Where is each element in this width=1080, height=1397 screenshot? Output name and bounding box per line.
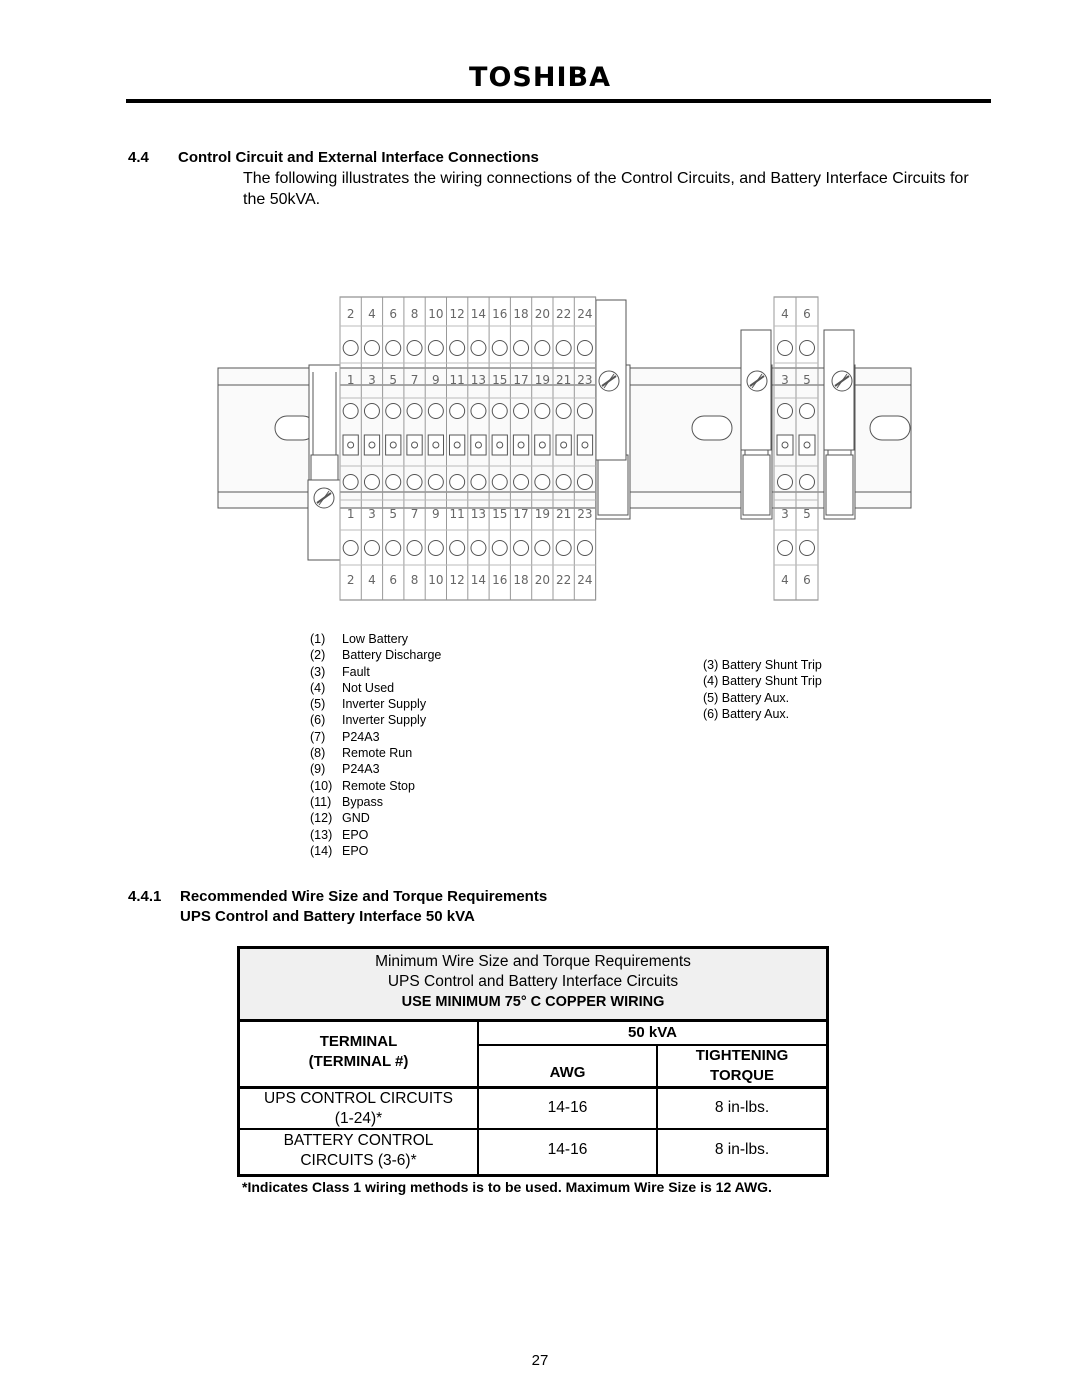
control-block-screw-terminal bbox=[386, 341, 401, 356]
legend-item-battery: (6) Battery Aux. bbox=[703, 706, 790, 721]
table-row-1-awg: 14-16 bbox=[547, 1099, 588, 1116]
control-block-screw-terminal bbox=[514, 404, 529, 419]
row-1-terminal-line1: UPS CONTROL CIRCUITS bbox=[264, 1090, 453, 1107]
table-row-1-torque: 8 in-lbs. bbox=[714, 1099, 770, 1116]
control-block-screw-terminal bbox=[407, 541, 422, 556]
legend-text: Battery Discharge bbox=[342, 648, 442, 663]
table-caption-line3: USE MINIMUM 75° C COPPER WIRING bbox=[401, 994, 665, 1010]
control-block-terminal-label: 24 bbox=[577, 307, 593, 321]
control-block-screw-terminal bbox=[343, 475, 358, 490]
legend-number: (3) bbox=[310, 664, 326, 679]
legend-item bbox=[310, 827, 441, 843]
legend-item bbox=[310, 843, 441, 859]
control-block-terminal-label: 15 bbox=[492, 373, 508, 387]
control-block-screw-terminal bbox=[492, 541, 507, 556]
control-block-terminal-label: 18 bbox=[513, 307, 529, 321]
control-block-terminal-label: 10 bbox=[428, 307, 444, 321]
control-block-terminal-label: 15 bbox=[492, 507, 508, 521]
wire-requirements-table bbox=[237, 946, 829, 1177]
control-block-screw-terminal bbox=[535, 541, 550, 556]
control-block-terminal-label: 3 bbox=[368, 507, 376, 521]
battery-block-screw-terminal bbox=[800, 475, 815, 490]
legend-item bbox=[310, 778, 441, 794]
legend-item bbox=[310, 761, 441, 777]
legend-number: (13) bbox=[310, 827, 333, 842]
battery-block-terminal-label: 5 bbox=[803, 507, 811, 521]
control-block-jumper-hole bbox=[497, 442, 503, 448]
control-block-screw-terminal bbox=[471, 341, 486, 356]
legend-number: (8) bbox=[310, 746, 326, 761]
control-block-screw-terminal bbox=[407, 475, 422, 490]
control-block-terminal-label: 1 bbox=[346, 373, 355, 387]
control-block-terminal-label: 23 bbox=[577, 507, 593, 521]
control-block-screw-terminal bbox=[535, 404, 550, 419]
control-block-terminal-label: 7 bbox=[410, 373, 419, 387]
control-block-screw-terminal bbox=[492, 341, 507, 356]
control-block-screw-terminal bbox=[535, 475, 550, 490]
page-number: 27 bbox=[531, 1352, 549, 1369]
control-block-screw-terminal bbox=[577, 341, 592, 356]
control-block-screw-terminal bbox=[450, 404, 465, 419]
control-block-jumper-hole bbox=[369, 442, 375, 448]
control-block-screw-terminal bbox=[577, 541, 592, 556]
subsection-number: 4.4.1 bbox=[128, 888, 162, 905]
legend-item-battery: (4) Battery Shunt Trip bbox=[703, 674, 822, 689]
control-block-screw-terminal bbox=[364, 475, 379, 490]
control-block-terminal-label: 17 bbox=[513, 373, 529, 387]
control-block-terminal-label: 21 bbox=[556, 507, 572, 521]
control-block-screw-terminal bbox=[450, 475, 465, 490]
end-bracket-clip bbox=[598, 455, 628, 515]
legend-item bbox=[310, 647, 441, 663]
legend-text: Inverter Supply bbox=[342, 697, 427, 712]
control-block-screw-terminal bbox=[428, 404, 443, 419]
end-bracket-clip bbox=[743, 455, 770, 515]
legend-number: (7) bbox=[310, 729, 326, 744]
control-block-terminal-label: 14 bbox=[470, 307, 487, 321]
control-block-screw-terminal bbox=[407, 404, 422, 419]
battery-block-terminal-label: 6 bbox=[803, 573, 811, 587]
control-block-screw-terminal bbox=[343, 541, 358, 556]
control-block-terminal-label: 18 bbox=[513, 573, 529, 587]
control-block-jumper-hole bbox=[518, 442, 524, 448]
control-block-jumper-hole bbox=[390, 442, 396, 448]
battery-block-screw-terminal bbox=[800, 404, 815, 419]
control-block-screw-terminal bbox=[450, 541, 465, 556]
legend-item bbox=[310, 745, 441, 761]
control-block-terminal-label: 2 bbox=[346, 573, 355, 587]
control-block-screw-terminal bbox=[428, 541, 443, 556]
legend-number: (10) bbox=[310, 778, 333, 793]
control-block-terminal-label: 4 bbox=[368, 573, 376, 587]
control-block-screw-terminal bbox=[492, 475, 507, 490]
battery-block-jumper-hole bbox=[782, 442, 788, 448]
legend-text: Remote Run bbox=[342, 746, 413, 761]
legend-text: P24A3 bbox=[342, 729, 380, 744]
control-block-terminal-label: 11 bbox=[449, 507, 465, 521]
control-block-screw-terminal bbox=[364, 541, 379, 556]
brand-logo: TOSHIBA bbox=[469, 62, 611, 93]
legend-text: Not Used bbox=[342, 680, 395, 695]
legend-number: (11) bbox=[310, 794, 332, 809]
control-block-terminal-label: 24 bbox=[577, 573, 593, 587]
subsection-title-2: UPS Control and Battery Interface 50 kVA bbox=[180, 908, 475, 925]
row-2-terminal-line2: CIRCUITS (3-6)* bbox=[300, 1152, 417, 1169]
control-block-terminal-label: 16 bbox=[492, 573, 508, 587]
battery-block-terminal-label: 5 bbox=[803, 373, 811, 387]
end-bracket-clip bbox=[826, 455, 853, 515]
control-block-terminal-label: 16 bbox=[492, 307, 508, 321]
control-block-screw-terminal bbox=[577, 404, 592, 419]
legend-number: (1) bbox=[310, 632, 326, 646]
control-block-screw-terminal bbox=[556, 475, 571, 490]
control-block-terminal-label: 5 bbox=[389, 373, 398, 387]
table-row-1-terminal bbox=[240, 1089, 477, 1129]
control-block-screw-terminal bbox=[343, 341, 358, 356]
control-block-screw-terminal bbox=[492, 404, 507, 419]
battery-block-screw-terminal bbox=[778, 541, 793, 556]
control-block-terminal-label: 9 bbox=[432, 507, 440, 521]
control-block-terminal-label: 17 bbox=[513, 507, 529, 521]
control-block-terminal-label: 22 bbox=[556, 307, 572, 321]
terminal-block-diagram bbox=[0, 0, 1080, 620]
control-block-jumper-hole bbox=[539, 442, 545, 448]
control-block-screw-terminal bbox=[428, 341, 443, 356]
din-rail-slot bbox=[692, 416, 732, 440]
legend-number: (2) bbox=[310, 648, 326, 663]
header-terminal bbox=[240, 1032, 477, 1072]
header-50kva: 50 kVA bbox=[628, 1024, 677, 1041]
header-terminal-line1: TERMINAL bbox=[319, 1033, 398, 1050]
header-torque bbox=[658, 1046, 826, 1086]
row-1-terminal-line2: (1-24)* bbox=[334, 1110, 383, 1127]
control-block-terminal-label: 6 bbox=[389, 573, 398, 587]
control-block-terminal-label: 23 bbox=[577, 373, 593, 387]
control-block-screw-terminal bbox=[514, 541, 529, 556]
terminal-legend-battery bbox=[703, 657, 822, 722]
legend-text: GND bbox=[342, 811, 370, 826]
legend-item bbox=[310, 631, 441, 647]
legend-text: Inverter Supply bbox=[342, 713, 427, 728]
section-intro: The following illustrates the wiring connections of the Control Circuits, and Battery Interface Circuits for the 50kVA. bbox=[243, 170, 969, 208]
control-block-screw-terminal bbox=[577, 475, 592, 490]
legend-item bbox=[310, 680, 441, 696]
control-block-terminal-label: 8 bbox=[410, 573, 419, 587]
battery-block-screw-terminal bbox=[778, 341, 793, 356]
header-torque-line2: TORQUE bbox=[710, 1067, 774, 1084]
header-torque-line1: TIGHTENING bbox=[695, 1047, 789, 1064]
control-block-terminal-label: 12 bbox=[449, 307, 465, 321]
control-block-terminal-label: 13 bbox=[470, 373, 487, 387]
control-block-screw-terminal bbox=[514, 341, 529, 356]
legend-item bbox=[310, 664, 441, 680]
table-body bbox=[237, 1019, 829, 1177]
legend-text: Bypass bbox=[342, 794, 383, 809]
terminal-legend-control bbox=[310, 631, 441, 859]
legend-number: (14) bbox=[310, 843, 333, 858]
legend-number: (12) bbox=[310, 811, 333, 826]
control-block-jumper-hole bbox=[348, 442, 354, 448]
control-block-screw-terminal bbox=[514, 475, 529, 490]
control-block-terminal-label: 19 bbox=[534, 507, 550, 521]
legend-number: (6) bbox=[310, 713, 326, 728]
legend-number: (4) bbox=[310, 680, 326, 695]
legend-item bbox=[310, 712, 441, 728]
control-block-terminal-label: 4 bbox=[368, 307, 376, 321]
control-block-terminal-label: 9 bbox=[432, 373, 440, 387]
control-block-terminal-label: 22 bbox=[556, 573, 572, 587]
control-block-terminal-label: 20 bbox=[534, 573, 550, 587]
control-block-screw-terminal bbox=[386, 475, 401, 490]
legend-number: (5) bbox=[310, 697, 326, 712]
legend-text: P24A3 bbox=[342, 762, 380, 777]
control-block-terminal-label: 11 bbox=[449, 373, 465, 387]
table-row-2-awg: 14-16 bbox=[547, 1141, 588, 1158]
battery-block-screw-terminal bbox=[800, 541, 815, 556]
control-block-terminal-label: 5 bbox=[389, 507, 398, 521]
subsection-title-1: Recommended Wire Size and Torque Requirements bbox=[180, 888, 548, 905]
battery-block-screw-terminal bbox=[800, 341, 815, 356]
control-block-screw-terminal bbox=[407, 341, 422, 356]
battery-block-jumper-hole bbox=[804, 442, 810, 448]
table-row-2-terminal bbox=[240, 1131, 477, 1171]
control-block-terminal-label: 12 bbox=[449, 573, 465, 587]
control-block-terminal-label: 1 bbox=[346, 507, 355, 521]
legend-text: EPO bbox=[342, 843, 369, 858]
control-block-screw-terminal bbox=[386, 541, 401, 556]
control-block-screw-terminal bbox=[535, 341, 550, 356]
legend-item bbox=[310, 729, 441, 745]
control-block-jumper-hole bbox=[454, 442, 460, 448]
table-caption-line1: Minimum Wire Size and Torque Requirements bbox=[375, 953, 691, 970]
control-block-screw-terminal bbox=[556, 541, 571, 556]
control-block-screw-terminal bbox=[556, 341, 571, 356]
table-caption-line2: UPS Control and Battery Interface Circuits bbox=[387, 973, 679, 990]
legend-item-battery: (3) Battery Shunt Trip bbox=[703, 658, 822, 672]
control-block-terminal-label: 21 bbox=[556, 373, 572, 387]
battery-block-terminal-label: 6 bbox=[803, 307, 811, 321]
control-block-jumper-hole bbox=[433, 442, 439, 448]
control-block-screw-terminal bbox=[471, 475, 486, 490]
battery-block-screw-terminal bbox=[778, 475, 793, 490]
control-block-terminal-label: 3 bbox=[368, 373, 376, 387]
din-rail-slot bbox=[870, 416, 910, 440]
battery-block-terminal-label: 4 bbox=[781, 307, 789, 321]
battery-block-terminal-label: 3 bbox=[781, 507, 789, 521]
section-title: Control Circuit and External Interface Connections bbox=[178, 149, 539, 166]
control-block-screw-terminal bbox=[471, 541, 486, 556]
control-block-screw-terminal bbox=[428, 475, 443, 490]
section-number: 4.4 bbox=[128, 149, 149, 166]
battery-block-terminal-label: 4 bbox=[781, 573, 789, 587]
table-footnote: *Indicates Class 1 wiring methods is to be used. Maximum Wire Size is 12 AWG. bbox=[242, 1179, 772, 1195]
header-awg: AWG bbox=[549, 1064, 586, 1081]
control-block-terminal-label: 10 bbox=[428, 573, 444, 587]
control-block-terminal-label: 13 bbox=[470, 507, 487, 521]
control-block-terminal-label: 19 bbox=[534, 373, 550, 387]
control-block-jumper-hole bbox=[475, 442, 481, 448]
subsection-heading bbox=[128, 888, 547, 905]
control-block-jumper-hole bbox=[412, 442, 418, 448]
legend-text: EPO bbox=[342, 827, 369, 842]
table-row-2-torque: 8 in-lbs. bbox=[714, 1141, 770, 1158]
legend-item bbox=[310, 794, 441, 810]
control-block-screw-terminal bbox=[471, 404, 486, 419]
control-block-screw-terminal bbox=[386, 404, 401, 419]
control-block-terminal-label: 2 bbox=[346, 307, 355, 321]
control-block-terminal-label: 8 bbox=[410, 307, 419, 321]
legend-item bbox=[310, 696, 441, 712]
legend-item-battery: (5) Battery Aux. bbox=[703, 690, 790, 705]
control-block-screw-terminal bbox=[556, 404, 571, 419]
legend-item bbox=[310, 810, 441, 826]
legend-text: Low Battery bbox=[342, 632, 409, 646]
row-2-terminal-line1: BATTERY CONTROL bbox=[283, 1132, 434, 1149]
header-terminal-line2: (TERMINAL #) bbox=[308, 1053, 409, 1070]
control-block-jumper-hole bbox=[582, 442, 588, 448]
control-block-jumper-hole bbox=[561, 442, 567, 448]
control-block-screw-terminal bbox=[364, 404, 379, 419]
battery-block-screw-terminal bbox=[778, 404, 793, 419]
legend-number: (9) bbox=[310, 762, 326, 777]
table-caption bbox=[237, 946, 829, 1019]
legend-text: Remote Stop bbox=[342, 778, 415, 793]
legend-text: Fault bbox=[342, 664, 370, 679]
control-block-terminal-label: 20 bbox=[534, 307, 550, 321]
battery-block-terminal-label: 3 bbox=[781, 373, 789, 387]
control-block-terminal-label: 14 bbox=[470, 573, 487, 587]
control-block-screw-terminal bbox=[364, 341, 379, 356]
control-block-terminal-label: 7 bbox=[410, 507, 419, 521]
control-block-terminal-label: 6 bbox=[389, 307, 398, 321]
control-block-screw-terminal bbox=[450, 341, 465, 356]
control-block-screw-terminal bbox=[343, 404, 358, 419]
